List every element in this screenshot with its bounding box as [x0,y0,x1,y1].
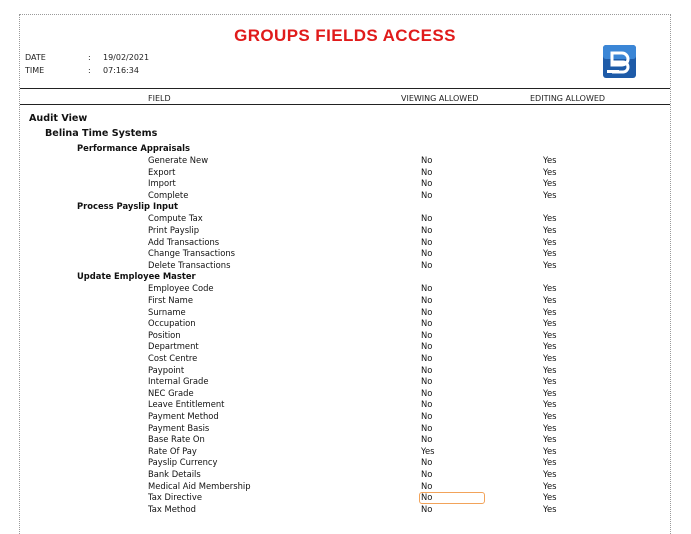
field-name: Tax Directive [148,492,202,503]
viewing-allowed-value: No [421,411,433,421]
viewing-allowed-value: No [421,248,433,259]
table-row [20,365,670,376]
field-name: Audit View [29,113,88,124]
table-row [20,353,670,364]
viewing-allowed-value: No [421,259,433,270]
editing-allowed-value: Yes [543,178,557,189]
viewing-allowed-value: No [421,295,433,305]
viewing-allowed-value: No [421,213,433,224]
table-row [20,492,670,503]
viewing-allowed-value: No [421,166,433,177]
table-row [20,457,670,468]
editing-allowed-value: Yes [543,353,557,363]
table-row [20,469,670,480]
editing-allowed-value: Yes [543,445,557,456]
field-name: Compute Tax [148,213,203,224]
field-name: Medical Aid Membership [148,480,251,491]
report-title: GROUPS FIELDS ACCESS [234,26,456,45]
viewing-allowed-value: No [421,178,433,189]
table-row [20,481,670,492]
editing-allowed-value: Yes [543,422,557,433]
viewing-allowed-value: No [421,387,433,398]
table-row [20,237,670,248]
field-name: NEC Grade [148,387,194,398]
editing-allowed-value: Yes [543,306,557,317]
viewing-allowed-value: No [421,283,433,294]
editing-allowed-value: Yes [543,225,557,235]
field-name: Internal Grade [148,376,209,387]
editing-allowed-value: Yes [543,189,557,200]
field-name: Bank Details [148,469,201,479]
viewing-allowed-value: No [421,503,433,514]
viewing-allowed-value: Yes [421,445,435,456]
table-row [20,330,670,341]
field-name: Leave Entitlement [148,399,225,410]
editing-allowed-value: Yes [543,318,557,329]
editing-allowed-value: Yes [543,376,557,387]
field-name: Import [148,178,176,189]
column-header-editing: EDITING ALLOWED [530,94,606,103]
table-row [20,225,670,236]
viewing-allowed-value: No [421,341,433,352]
tree-group [20,201,670,212]
editing-allowed-value: Yes [543,236,557,247]
field-name: Add Transactions [148,236,220,247]
time-colon: : [88,66,91,75]
editing-allowed-value: Yes [543,155,557,165]
field-name: Payment Basis [148,422,210,433]
table-row [20,434,670,445]
editing-allowed-value: Yes [543,434,557,445]
date-colon: : [88,53,91,62]
viewing-allowed-value: No [421,353,433,363]
editing-allowed-value: Yes [543,329,557,340]
editing-allowed-value: Yes [543,248,557,259]
table-row [20,283,670,294]
tree-group [20,271,670,282]
viewing-allowed-value: No [421,189,433,200]
field-name: Generate New [148,155,209,165]
belina-logo-icon [603,45,636,78]
editing-allowed-value: Yes [543,295,557,305]
table-row [20,388,670,399]
header-top-rule [20,88,670,89]
viewing-allowed-value: No [421,318,433,329]
table-row [20,504,670,515]
viewing-allowed-value: No [421,480,433,491]
date-label: DATE [25,53,46,62]
editing-allowed-value: Yes [543,213,557,224]
editing-allowed-value: Yes [543,283,557,294]
field-name: Base Rate On [148,434,205,445]
editing-allowed-value: Yes [543,166,557,177]
field-name: First Name [148,295,193,305]
viewing-allowed-value: No [421,376,433,387]
field-name: Belina Time Systems [45,128,158,139]
table-row [20,307,670,318]
table-row [20,376,670,387]
field-name: Delete Transactions [148,259,231,270]
editing-allowed-value: Yes [543,341,557,352]
field-name: Complete [148,189,189,200]
time-label: TIME [25,66,45,75]
field-name: Update Employee Master [77,271,196,282]
editing-allowed-value: Yes [543,480,557,491]
field-name: Print Payslip [148,225,200,235]
viewing-allowed-value: No [421,155,433,165]
table-row [20,341,670,352]
table-row [20,260,670,271]
field-name: Export [148,166,176,177]
viewing-allowed-value: No [421,236,433,247]
table-row [20,213,670,224]
field-name: Change Transactions [148,248,235,259]
editing-allowed-value: Yes [543,457,557,468]
field-name: Tax Method [148,503,196,514]
table-row [20,318,670,329]
table-row [20,190,670,201]
viewing-allowed-value: No [421,225,433,235]
date-value: 19/02/2021 [103,53,150,62]
table-row [20,411,670,422]
viewing-allowed-value: No [421,306,433,317]
editing-allowed-value: Yes [543,399,557,410]
editing-allowed-value: Yes [543,503,557,514]
viewing-allowed-value[interactable]: No [421,492,433,503]
editing-allowed-value: Yes [543,411,557,421]
field-name: Rate Of Pay [148,445,197,456]
table-row [20,178,670,189]
viewing-allowed-value: No [421,422,433,433]
table-row [20,399,670,410]
table-row [20,446,670,457]
viewing-allowed-value: No [421,399,433,410]
time-value: 07:16:34 [103,66,139,75]
column-header-field: FIELD [148,94,171,103]
field-name: Payslip Currency [148,457,218,468]
field-name: Position [148,329,181,340]
viewing-allowed-value: No [421,434,433,445]
table-row [20,295,670,306]
field-name: Surname [148,306,186,317]
table-row [20,167,670,178]
editing-allowed-value: Yes [543,259,557,270]
viewing-allowed-value: No [421,329,433,340]
field-name: Cost Centre [148,353,198,363]
viewing-allowed-value: No [421,469,433,479]
field-name: Paypoint [148,364,185,375]
report-page [19,14,671,534]
field-name: Process Payslip Input [77,201,178,212]
header-bottom-rule [20,104,670,105]
table-row [20,248,670,259]
field-name: Payment Method [148,411,219,421]
editing-allowed-value: Yes [543,387,557,398]
field-name: Performance Appraisals [77,143,190,153]
tree-company [20,128,670,139]
field-name: Department [148,341,199,352]
field-name: Occupation [148,318,196,329]
viewing-allowed-value: No [421,364,433,375]
tree-group [20,143,670,154]
editing-allowed-value: Yes [543,364,557,375]
table-row [20,423,670,434]
column-header-viewing: VIEWING ALLOWED [401,94,479,103]
tree-root [20,113,670,124]
editing-allowed-value: Yes [543,469,557,479]
table-row [20,155,670,166]
editing-allowed-value: Yes [543,492,557,503]
field-name: Employee Code [148,283,214,294]
viewing-allowed-value: No [421,457,433,468]
